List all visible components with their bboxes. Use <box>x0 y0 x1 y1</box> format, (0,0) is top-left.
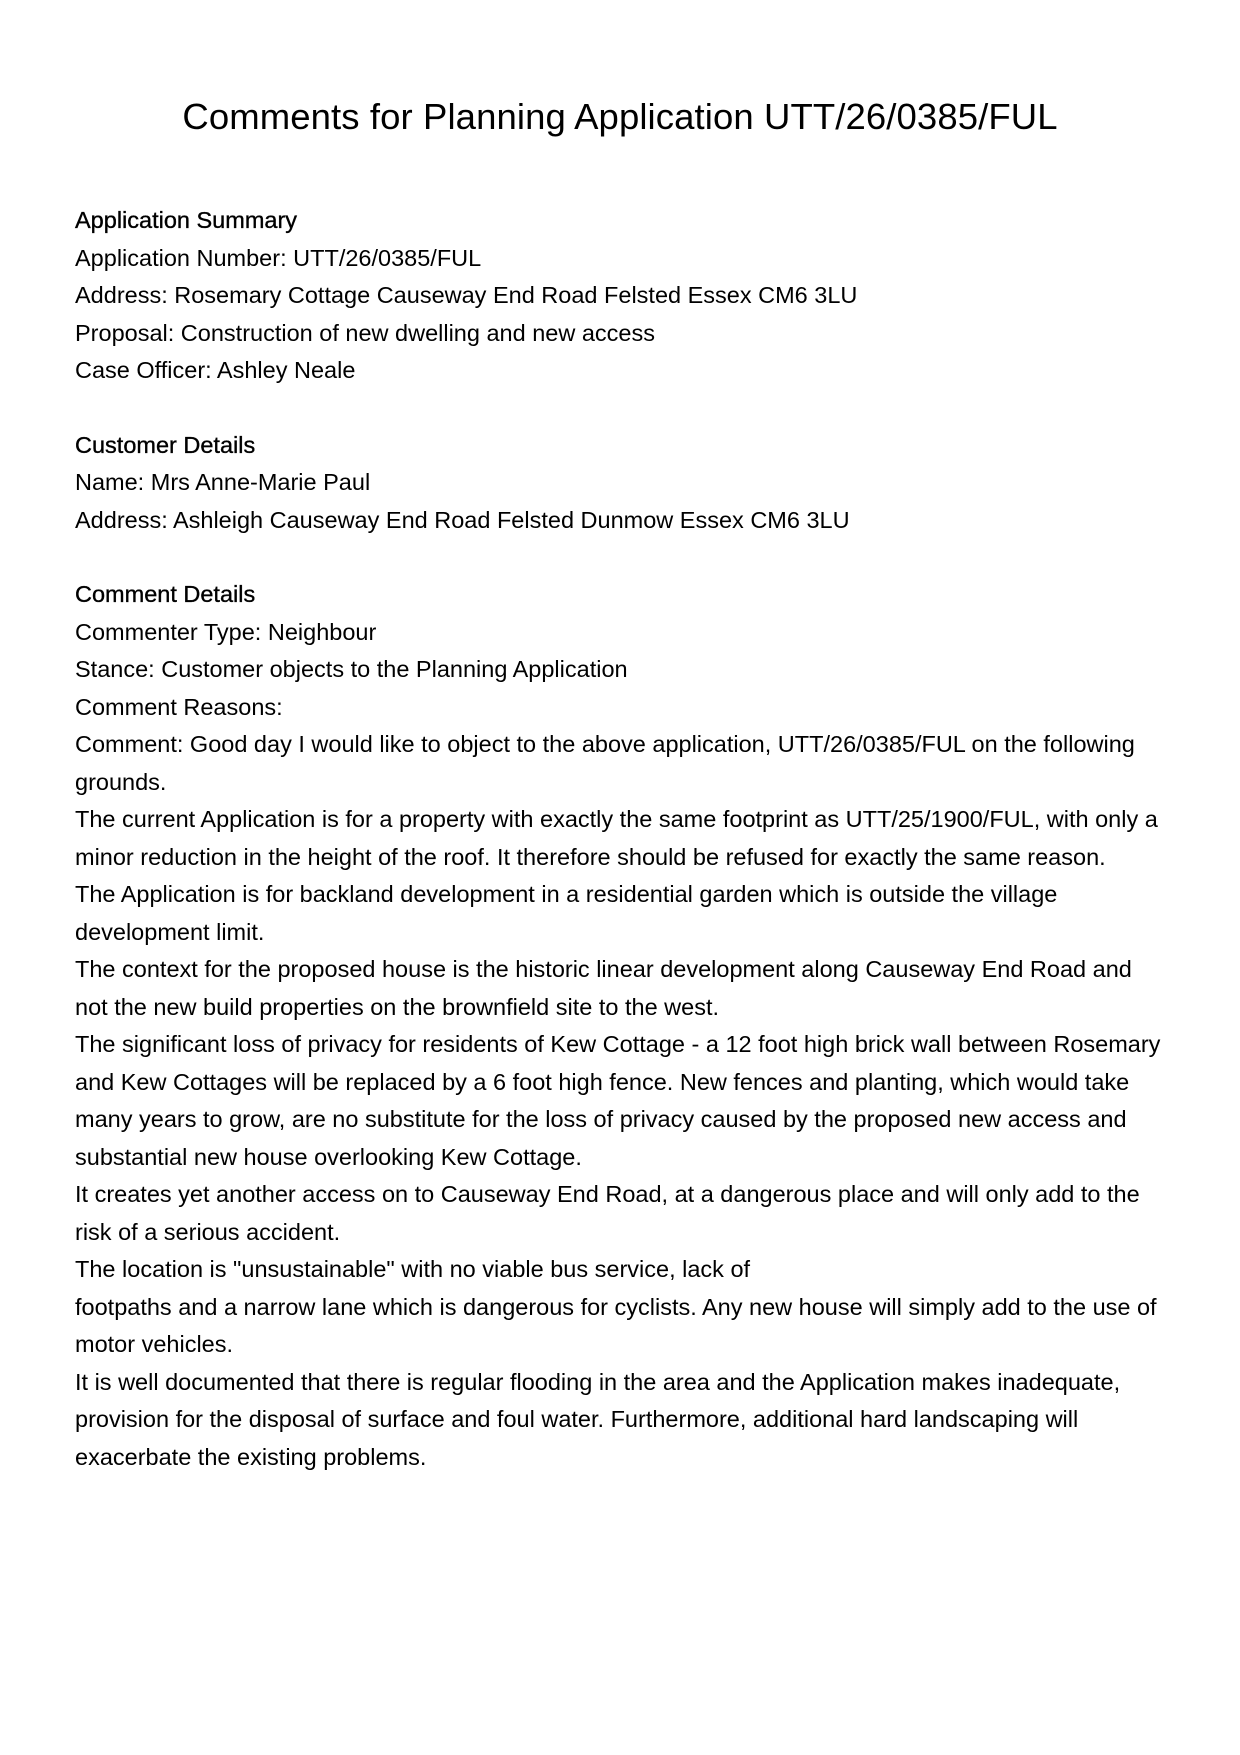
comment-paragraph: The location is "unsustainable" with no viable bus service, lack of footpaths and a narrow lane which is dangerous for cyclists. Any new house will simply add to the use of motor vehicles. <box>75 1256 1157 1357</box>
customer-address: Address: Ashleigh Causeway End Road Felsted Dunmow Essex CM6 3LU <box>75 506 850 533</box>
application-number: Application Number: UTT/26/0385/FUL <box>75 244 482 271</box>
comment-paragraph: The context for the proposed house is the historic linear development along Causeway End Road and not the new build properties on the brownfield site to the west. <box>75 956 1132 1020</box>
comment-reasons: Comment Reasons: <box>75 693 283 720</box>
customer-details-heading: Customer Details <box>75 431 256 458</box>
customer-details-section <box>75 427 1165 540</box>
application-address: Address: Rosemary Cottage Causeway End Road Felsted Essex CM6 3LU <box>75 282 858 308</box>
application-summary-section <box>75 202 1165 390</box>
page-title: Comments for Planning Application UTT/26/0385/FUL <box>182 96 1058 137</box>
comment-paragraph: The Application is for backland development in a residential garden which is outside the village development limit. <box>75 881 1058 945</box>
comment-paragraph: Comment: Good day I would like to object to the above application, UTT/26/0385/FUL on the following grounds. <box>75 731 1135 795</box>
comment-details-heading: Comment Details <box>75 581 256 607</box>
application-proposal: Proposal: Construction of new dwelling and new access <box>75 319 655 346</box>
comment-paragraph: The significant loss of privacy for residents of Kew Cottage - a 12 foot high brick wall between Rosemary and Kew Cottages will be replaced by a 6 foot high fence. New fences and planting, which would take many years to grow, are no substitute for the loss of privacy caused by the proposed new access and substantial new house overlooking Kew Cottage. <box>75 1031 1161 1170</box>
comment-paragraph: It is well documented that there is regular flooding in the area and the Application makes inadequate, provision for the disposal of surface and foul water. Furthermore, additional hard landscaping will exacerbate the existing problems. <box>75 1368 1121 1470</box>
comment-paragraph: The current Application is for a property with exactly the same footprint as UTT/25/1900/FUL, with only a minor reduction in the height of the roof. It therefore should be refused for exactly the same reason. <box>75 806 1158 870</box>
application-summary-heading: Application Summary <box>75 207 298 233</box>
commenter-type: Commenter Type: Neighbour <box>75 618 377 645</box>
comment-details-section <box>75 576 1165 1476</box>
stance: Stance: Customer objects to the Planning Application <box>75 656 628 682</box>
case-officer: Case Officer: Ashley Neale <box>75 357 356 383</box>
customer-name: Name: Mrs Anne-Marie Paul <box>75 469 371 495</box>
comment-paragraph: It creates yet another access on to Causeway End Road, at a dangerous place and will only add to the risk of a serious accident. <box>75 1181 1140 1245</box>
